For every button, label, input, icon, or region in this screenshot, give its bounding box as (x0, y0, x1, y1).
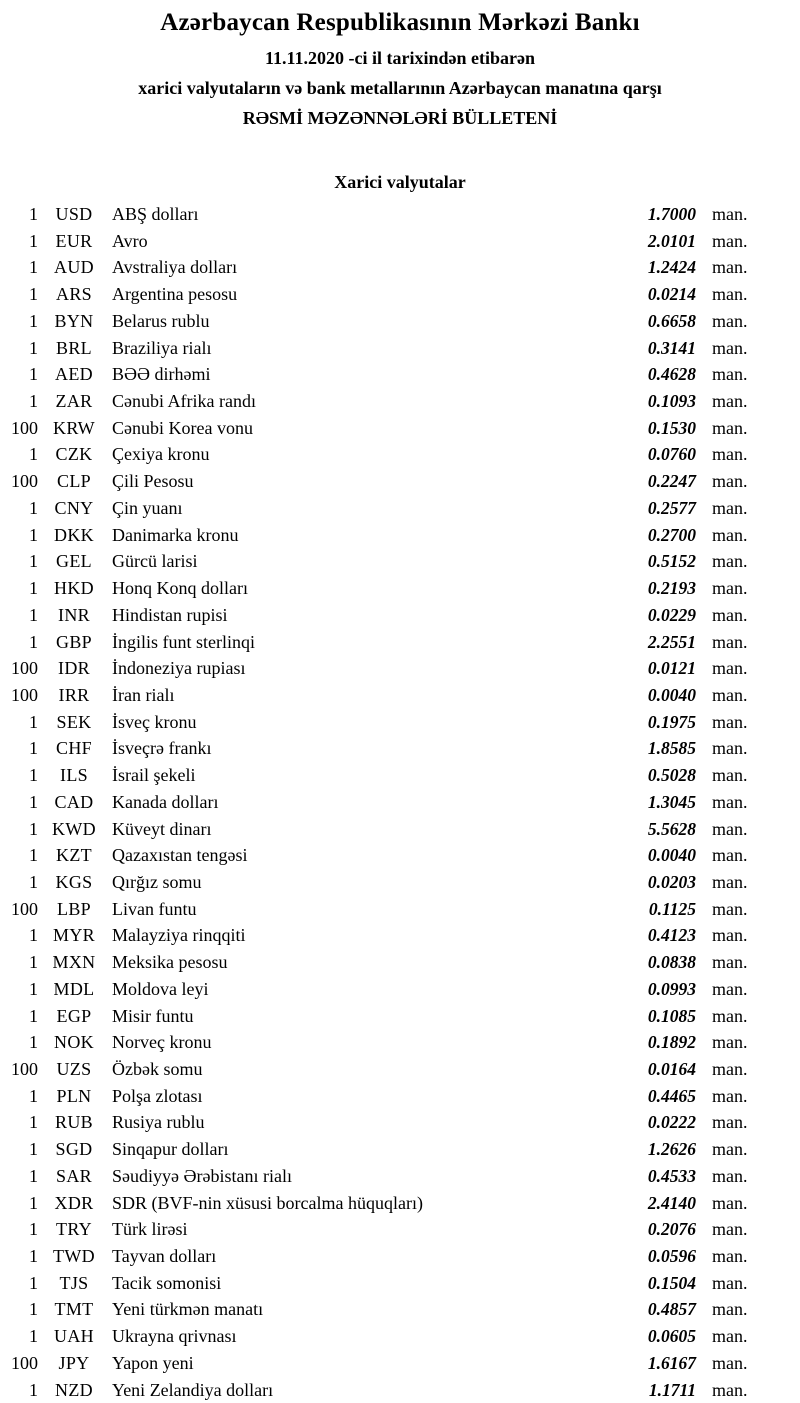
table-row (0, 629, 773, 656)
exchange-rate-value: 0.0838 (647, 952, 696, 973)
currency-quantity: 100 (11, 1352, 38, 1373)
unit-label: man. (712, 1352, 748, 1373)
currency-name: Tayvan dolları (112, 1246, 217, 1267)
currency-name: ABŞ dolları (112, 204, 199, 224)
exchange-rate-value: 0.0229 (647, 604, 696, 625)
exchange-rate-value: 0.0993 (647, 978, 696, 999)
unit-label: man. (712, 1139, 748, 1160)
unit-label: man. (712, 1112, 748, 1133)
currency-name: Gürcü larisi (112, 551, 198, 572)
unit-label: man. (712, 391, 748, 412)
unit-label: man. (712, 1165, 748, 1186)
unit-label: man. (712, 578, 748, 599)
table-row (0, 308, 773, 335)
unit-label: man. (712, 604, 748, 625)
table-row (0, 495, 773, 522)
currency-code: GBP (56, 631, 92, 652)
table-row (0, 1216, 773, 1243)
currency-name: Norveç kronu (112, 1032, 212, 1053)
currency-name: Cənubi Korea vonu (112, 417, 253, 438)
currency-quantity: 1 (29, 845, 38, 866)
currency-quantity: 1 (29, 791, 38, 812)
table-row (0, 949, 773, 976)
unit-label: man. (712, 284, 748, 305)
currency-quantity: 1 (29, 284, 38, 305)
table-row (0, 869, 773, 896)
currency-code: PLN (56, 1085, 92, 1106)
currency-name: Argentina pesosu (112, 284, 238, 305)
currency-name: İsrail şekeli (112, 765, 196, 786)
currency-name: İndoneziya rupiası (112, 658, 246, 679)
exchange-rate-value: 0.5028 (647, 765, 696, 786)
currency-quantity: 1 (29, 1379, 38, 1400)
currency-quantity: 1 (29, 444, 38, 465)
currency-code: JPY (58, 1352, 90, 1373)
unit-label: man. (712, 1326, 748, 1347)
exchange-rate-value: 0.1975 (647, 711, 696, 732)
currency-quantity: 1 (29, 1085, 38, 1106)
currency-name: Belarus rublu (112, 310, 210, 331)
exchange-rate-value: 0.2577 (647, 497, 696, 518)
table-row (0, 1163, 773, 1190)
currency-code: CAD (54, 791, 94, 812)
currency-code: ZAR (55, 391, 93, 412)
table-row (0, 922, 773, 949)
table-row (0, 816, 773, 843)
currency-quantity: 1 (29, 1139, 38, 1160)
exchange-rate-value: 0.4533 (647, 1165, 696, 1186)
unit-label: man. (712, 230, 748, 251)
exchange-rate-value: 1.1711 (648, 1379, 696, 1400)
currency-code: INR (58, 604, 90, 625)
unit-label: man. (712, 310, 748, 331)
currency-name: Moldova leyi (112, 978, 209, 999)
currency-quantity: 1 (29, 1326, 38, 1347)
table-row (0, 1109, 773, 1136)
currency-code: MXN (52, 952, 96, 973)
currency-quantity: 1 (29, 711, 38, 732)
currency-quantity: 100 (11, 658, 38, 679)
currency-code: MDL (53, 978, 95, 999)
currency-name: Özbək somu (112, 1059, 203, 1079)
currency-code: SAR (56, 1165, 92, 1186)
currency-code: KRW (53, 417, 95, 438)
exchange-rate-value: 2.4140 (647, 1192, 696, 1213)
exchange-rate-value: 0.2247 (647, 471, 696, 492)
table-row (0, 468, 773, 495)
currency-quantity: 100 (11, 471, 38, 492)
unit-label: man. (712, 1059, 748, 1079)
table-row (0, 709, 773, 736)
exchange-rate-value: 0.0760 (647, 444, 696, 465)
unit-label: man. (712, 871, 748, 892)
unit-label: man. (712, 658, 748, 679)
unit-label: man. (712, 1379, 748, 1400)
unit-label: man. (712, 444, 748, 465)
table-row (0, 682, 773, 709)
currency-code: KGS (55, 871, 93, 892)
table-row (0, 1296, 773, 1323)
currency-code: AUD (54, 257, 94, 278)
unit-label: man. (712, 845, 748, 866)
unit-label: man. (712, 417, 748, 438)
currency-name: Braziliya rialı (112, 337, 212, 358)
currency-code: CNY (54, 497, 94, 518)
table-row (0, 655, 773, 682)
exchange-rate-value: 0.2076 (647, 1219, 696, 1240)
currency-name: Qırğız somu (112, 871, 202, 892)
currency-quantity: 1 (29, 497, 38, 518)
currency-name: Səudiyyə Ərəbistanı rialı (112, 1165, 292, 1186)
exchange-rate-value: 1.2424 (647, 257, 696, 278)
currency-name: Qazaxıstan tengəsi (112, 845, 248, 866)
unit-label: man. (712, 1299, 748, 1320)
currency-code: SEK (56, 711, 92, 732)
table-row (0, 1377, 773, 1403)
currency-quantity: 100 (11, 1059, 38, 1079)
currency-code: BRL (56, 337, 92, 358)
table-row (0, 1083, 773, 1110)
exchange-rate-value: 0.1530 (647, 417, 696, 438)
currency-name: Misir funtu (112, 1005, 194, 1026)
unit-label: man. (712, 257, 748, 278)
currency-quantity: 1 (29, 871, 38, 892)
unit-label: man. (712, 364, 748, 385)
currency-code: EUR (55, 230, 93, 251)
currency-name: Yapon yeni (112, 1352, 194, 1373)
currency-quantity: 1 (29, 952, 38, 973)
table-row (0, 1136, 773, 1163)
unit-label: man. (712, 898, 748, 919)
currency-quantity: 1 (29, 524, 38, 545)
unit-label: man. (712, 631, 748, 652)
unit-label: man. (712, 978, 748, 999)
currency-quantity: 1 (29, 337, 38, 358)
currency-code: NOK (54, 1032, 94, 1053)
exchange-rate-value: 0.2193 (647, 578, 696, 599)
currency-code: TJS (59, 1272, 89, 1293)
exchange-rate-value: 0.5152 (647, 551, 696, 572)
table-row (0, 1350, 773, 1377)
currency-name: Yeni Zelandiya dolları (112, 1379, 274, 1400)
unit-label: man. (712, 524, 748, 545)
table-row (0, 361, 773, 388)
table-row (0, 842, 773, 869)
currency-quantity: 1 (29, 578, 38, 599)
exchange-rate-value: 1.2626 (647, 1139, 696, 1160)
currency-code: RUB (55, 1112, 93, 1133)
unit-label: man. (712, 711, 748, 732)
unit-label: man. (712, 765, 748, 786)
exchange-rate-value: 0.4123 (647, 925, 696, 946)
exchange-rate-value: 0.0214 (647, 284, 696, 305)
currency-code: ARS (56, 284, 92, 305)
table-row (0, 441, 773, 468)
currency-code: KWD (52, 818, 96, 839)
table-row (0, 1323, 773, 1350)
currency-code: CHF (56, 738, 92, 759)
currency-code: USD (55, 204, 93, 224)
currency-code: TWD (53, 1246, 95, 1267)
exchange-rate-value: 0.0203 (647, 871, 696, 892)
currency-code: LBP (57, 898, 91, 919)
currency-code: XDR (54, 1192, 94, 1213)
currency-code: SGD (55, 1139, 93, 1160)
currency-quantity: 1 (29, 1299, 38, 1320)
unit-label: man. (712, 337, 748, 358)
unit-label: man. (712, 818, 748, 839)
currency-name: Cənubi Afrika randı (112, 391, 256, 412)
currency-name: Çin yuanı (112, 497, 183, 518)
currency-name: Meksika pesosu (112, 952, 228, 973)
currency-name: Türk lirəsi (112, 1219, 188, 1240)
exchange-rate-value: 0.2700 (647, 524, 696, 545)
currency-name: Çili Pesosu (112, 471, 194, 492)
unit-label: man. (712, 1272, 748, 1293)
table-row (0, 228, 773, 255)
currency-name: Sinqapur dolları (112, 1139, 229, 1160)
currency-quantity: 100 (11, 684, 38, 705)
currency-name: Rusiya rublu (112, 1112, 205, 1133)
unit-label: man. (712, 1192, 748, 1213)
table-row (0, 575, 773, 602)
table-row (0, 415, 773, 442)
unit-label: man. (712, 952, 748, 973)
unit-label: man. (712, 551, 748, 572)
currency-code: IDR (58, 658, 90, 679)
currency-code: CZK (55, 444, 93, 465)
table-row (0, 789, 773, 816)
exchange-rate-value: 0.0605 (647, 1326, 696, 1347)
exchange-rate-value: 0.0164 (647, 1059, 696, 1079)
currency-quantity: 1 (29, 1165, 38, 1186)
currency-name: Malayziya rinqqiti (112, 925, 246, 946)
currency-name: Livan funtu (112, 898, 197, 919)
currency-name: İsveç kronu (112, 711, 197, 732)
currency-name: SDR (BVF-nin xüsusi borcalma hüquqları) (112, 1192, 423, 1213)
exchange-rate-value: 1.6167 (647, 1352, 696, 1373)
exchange-rate-value: 0.0040 (647, 845, 696, 866)
unit-label: man. (712, 925, 748, 946)
unit-label: man. (712, 791, 748, 812)
table-row (0, 388, 773, 415)
exchange-rate-value: 0.1125 (648, 898, 696, 919)
currency-quantity: 1 (29, 925, 38, 946)
currency-name: Yeni türkmən manatı (112, 1299, 264, 1320)
exchange-rate-value: 0.0040 (647, 684, 696, 705)
currency-code: BYN (54, 310, 94, 331)
currency-name: Çexiya kronu (112, 444, 210, 465)
table-row (0, 254, 773, 281)
exchange-rate-value: 5.5628 (647, 818, 696, 839)
currency-code: HKD (54, 578, 94, 599)
currency-name: Ukrayna qrivnası (112, 1326, 237, 1347)
exchange-rate-value: 1.3045 (647, 791, 696, 812)
currency-name: Hindistan rupisi (112, 604, 228, 625)
exchange-rate-value: 0.6658 (647, 310, 696, 331)
currency-quantity: 1 (29, 391, 38, 412)
section-title-foreign-currencies: Xarici valyutalar (334, 172, 466, 192)
currency-name: İngilis funt sterlinqi (112, 631, 255, 652)
table-row (0, 281, 773, 308)
unit-label: man. (712, 1005, 748, 1026)
currency-quantity: 1 (29, 310, 38, 331)
currency-quantity: 1 (29, 818, 38, 839)
exchange-rate-value: 0.4628 (647, 364, 696, 385)
currency-name: Honq Konq dolları (112, 578, 248, 599)
unit-label: man. (712, 1219, 748, 1240)
unit-label: man. (712, 1085, 748, 1106)
currency-quantity: 1 (29, 738, 38, 759)
unit-label: man. (712, 204, 748, 224)
currency-name: Tacik somonisi (112, 1272, 222, 1293)
currency-quantity: 100 (11, 417, 38, 438)
exchange-rate-value: 0.1085 (647, 1005, 696, 1026)
currency-quantity: 1 (29, 1112, 38, 1133)
currency-code: AED (55, 364, 93, 385)
currency-code: UAH (54, 1326, 94, 1347)
exchange-rate-value: 0.1892 (647, 1032, 696, 1053)
currency-name: Küveyt dinarı (112, 818, 212, 839)
exchange-rate-value: 2.2551 (647, 631, 696, 652)
currency-name: Kanada dolları (112, 791, 219, 812)
exchange-rate-value: 0.4857 (647, 1299, 696, 1320)
currency-quantity: 1 (29, 1219, 38, 1240)
currency-quantity: 1 (29, 1192, 38, 1213)
currency-quantity: 1 (29, 765, 38, 786)
currency-code: TRY (56, 1219, 92, 1240)
unit-label: man. (712, 1246, 748, 1267)
unit-label: man. (712, 1032, 748, 1053)
exchange-rate-value: 1.7000 (647, 204, 696, 224)
currency-quantity: 1 (29, 604, 38, 625)
currency-quantity: 1 (29, 364, 38, 385)
rates-table (0, 201, 800, 1403)
currency-name: Danimarka kronu (112, 524, 239, 545)
currency-code: CLP (57, 471, 91, 492)
unit-label: man. (712, 738, 748, 759)
currency-quantity: 1 (29, 978, 38, 999)
currency-code: IRR (58, 684, 90, 705)
currency-code: DKK (54, 524, 94, 545)
currency-code: TMT (54, 1299, 94, 1320)
table-row (0, 1190, 773, 1217)
currency-code: MYR (53, 925, 95, 946)
unit-label: man. (712, 497, 748, 518)
exchange-rate-value: 0.0121 (647, 658, 696, 679)
exchange-rate-value: 2.0101 (647, 230, 696, 251)
table-row (0, 1243, 773, 1270)
exchange-rate-value: 0.0596 (647, 1246, 696, 1267)
table-row (0, 976, 773, 1003)
currency-quantity: 1 (29, 1246, 38, 1267)
unit-label: man. (712, 471, 748, 492)
bank-title: Azərbaycan Respublikasının Mərkəzi Bankı (160, 9, 640, 36)
currency-code: KZT (56, 845, 92, 866)
table-row (0, 1056, 773, 1083)
exchange-rate-value: 1.8585 (647, 738, 696, 759)
currency-code: NZD (55, 1379, 93, 1400)
currency-name: Avro (112, 230, 148, 251)
table-row (0, 201, 773, 228)
table-row (0, 335, 773, 362)
table-row (0, 896, 773, 923)
exchange-rate-value: 0.0222 (647, 1112, 696, 1133)
currency-quantity: 1 (29, 204, 38, 224)
currency-code: ILS (60, 765, 88, 786)
currency-code: UZS (56, 1059, 92, 1079)
currency-quantity: 1 (29, 1032, 38, 1053)
currency-quantity: 1 (29, 1272, 38, 1293)
table-row (0, 522, 773, 549)
table-row (0, 1270, 773, 1297)
currency-code: GEL (56, 551, 92, 572)
currency-name: Polşa zlotası (112, 1085, 203, 1106)
currency-quantity: 100 (11, 898, 38, 919)
bulletin-title: RƏSMİ MƏZƏNNƏLƏRİ BÜLLETENİ (242, 108, 558, 128)
currency-quantity: 1 (29, 551, 38, 572)
exchange-rate-value: 0.1093 (647, 391, 696, 412)
currency-name: İran rialı (112, 684, 175, 705)
currency-code: EGP (56, 1005, 92, 1026)
exchange-rate-value: 0.3141 (647, 337, 696, 358)
currency-quantity: 1 (29, 230, 38, 251)
table-row (0, 735, 773, 762)
table-row (0, 602, 773, 629)
exchange-rate-value: 0.1504 (647, 1272, 696, 1293)
table-row (0, 762, 773, 789)
currency-name: Avstraliya dolları (112, 257, 238, 278)
table-row (0, 548, 773, 575)
effective-date-line: 11.11.2020 -ci il tarixindən etibarən (265, 48, 535, 68)
table-row (0, 1029, 773, 1056)
unit-label: man. (712, 684, 748, 705)
currency-quantity: 1 (29, 631, 38, 652)
exchange-rate-value: 0.4465 (647, 1085, 696, 1106)
currency-quantity: 1 (29, 1005, 38, 1026)
table-row (0, 1003, 773, 1030)
currency-quantity: 1 (29, 257, 38, 278)
currency-name: İsveçrə frankı (112, 738, 212, 759)
currency-name: BƏƏ dirhəmi (112, 364, 211, 385)
subject-line: xarici valyutaların və bank metallarının Azərbaycan manatına qarşı (138, 78, 662, 98)
